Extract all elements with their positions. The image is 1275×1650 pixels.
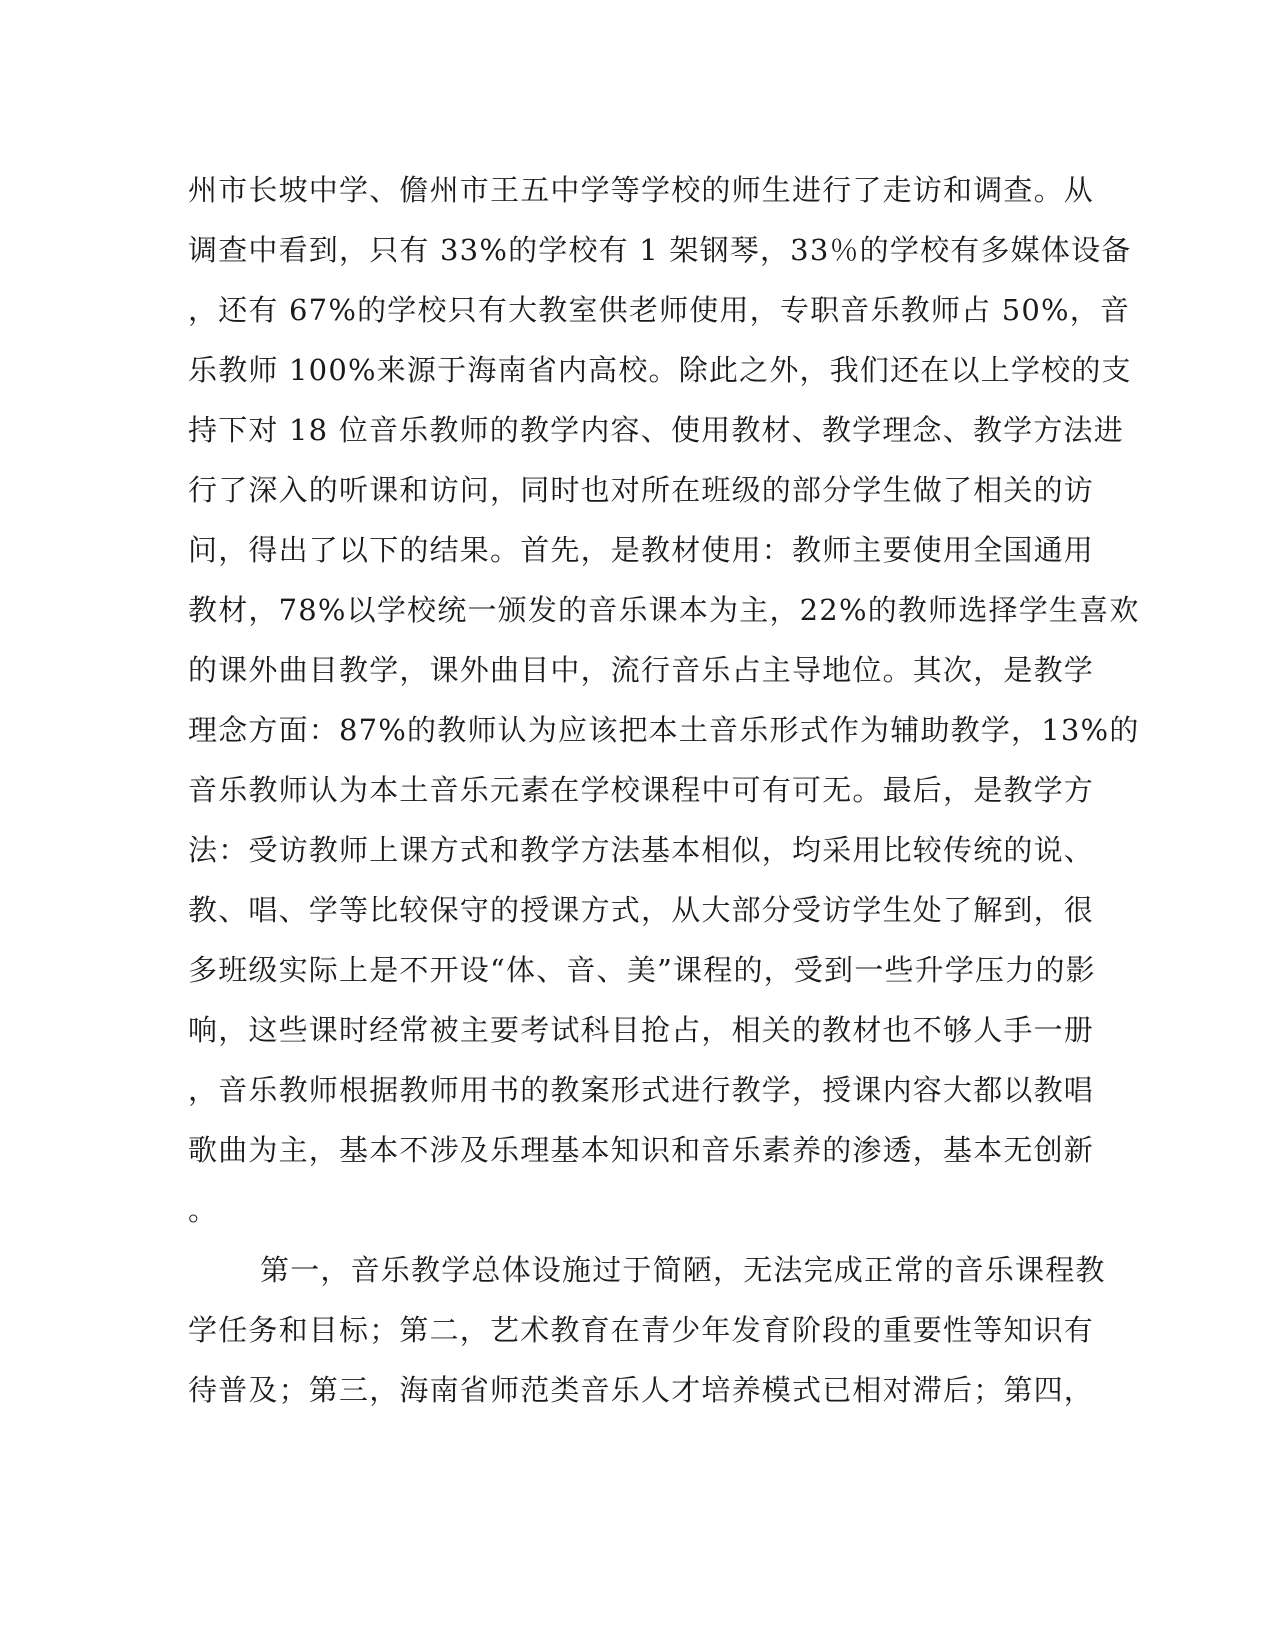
text-line: 调查中看到，只有 33%的学校有 1 架钢琴，33％的学校有多媒体设备 (188, 233, 1132, 267)
text-line: ，还有 67%的学校只有大教室供老师使用，专职音乐教师占 50%，音 (188, 293, 1131, 327)
paragraph-2 (188, 1240, 1106, 1420)
text-line: 行了深入的听课和访问，同时也对所在班级的部分学生做了相关的访 (188, 473, 1095, 507)
paragraph-1 (188, 160, 1140, 1240)
text-line: 。 (188, 1193, 219, 1227)
text-line: 学任务和目标；第二，艺术教育在青少年发育阶段的重要性等知识有 (188, 1313, 1095, 1347)
text-line: 问，得出了以下的结果。首先，是教材使用：教师主要使用全国通用 (188, 533, 1095, 567)
text-line: 持下对 18 位音乐教师的教学内容、使用教材、教学理念、教学方法进 (188, 413, 1124, 447)
text-line: 理念方面：87%的教师认为应该把本土音乐形式作为辅助教学，13%的 (188, 713, 1140, 747)
text-line: 第一，音乐教学总体设施过于简陋，无法完成正常的音乐课程教 (260, 1253, 1106, 1287)
text-line: 乐教师 100%来源于海南省内高校。除此之外，我们还在以上学校的支 (188, 353, 1132, 387)
text-line: 歌曲为主，基本不涉及乐理基本知识和音乐素养的渗透，基本无创新 (188, 1133, 1095, 1167)
text-line: 多班级实际上是不开设“体、音、美”课程的，受到一些升学压力的影 (188, 953, 1096, 987)
text-line: ，音乐教师根据教师用书的教案形式进行教学，授课内容大都以教唱 (188, 1073, 1095, 1107)
text-line: 的课外曲目教学，课外曲目中，流行音乐占主导地位。其次，是教学 (188, 653, 1095, 687)
text-line: 待普及；第三，海南省师范类音乐人才培养模式已相对滞后；第四， (188, 1373, 1095, 1407)
text-line: 响，这些课时经常被主要考试科目抢占，相关的教材也不够人手一册 (188, 1013, 1095, 1047)
text-line: 法：受访教师上课方式和教学方法基本相似，均采用比较传统的说、 (188, 833, 1095, 867)
text-line: 音乐教师认为本土音乐元素在学校课程中可有可无。最后，是教学方 (188, 773, 1095, 807)
text-line: 教、唱、学等比较保守的授课方式，从大部分受访学生处了解到，很 (188, 893, 1095, 927)
text-line: 教材，78%以学校统一颁发的音乐课本为主，22%的教师选择学生喜欢 (188, 593, 1140, 627)
text-line: 州市长坡中学、儋州市王五中学等学校的师生进行了走访和调查。从 (188, 173, 1095, 207)
body-text (188, 160, 1140, 1420)
